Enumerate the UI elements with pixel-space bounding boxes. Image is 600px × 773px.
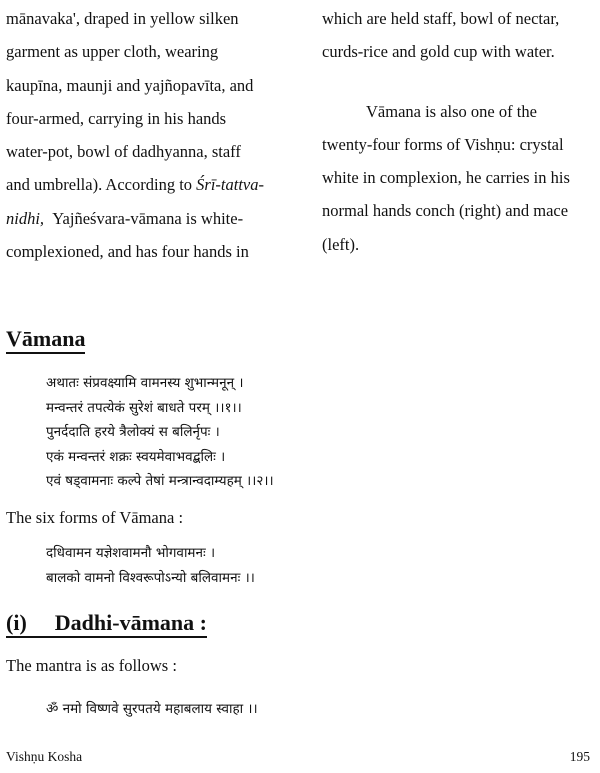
italic-title: nidhi, — [6, 208, 45, 228]
sanskrit-verse — [46, 541, 255, 590]
left-line: complexioned, and has four hands in — [6, 242, 249, 262]
mantra-intro-text: The mantra is as follows : — [6, 656, 177, 675]
verse-line: एवं षड्वामनाः कल्पे तेषां मन्त्रान्वदाम्यहम् ।।२।। — [46, 473, 274, 490]
page-number: 195 — [569, 749, 590, 764]
section-heading-dadhi-vamana: (i) Dadhi-vāmana : — [6, 610, 207, 636]
left-line: mānavaka', draped in yellow silken — [6, 9, 239, 28]
verse-line: बालको वामनो विश्वरूपोऽन्यो बलिवामनः ।। — [46, 569, 255, 586]
left-line: and umbrella). According to Śrī-tattva- — [6, 175, 264, 195]
right-line: which are held staff, bowl of nectar, — [322, 9, 560, 28]
sanskrit-verse — [46, 371, 274, 494]
sanskrit-mantra — [46, 697, 258, 722]
left-line: nidhi, Yajñeśvara-vāmana is white- — [6, 208, 244, 228]
left-column — [6, 2, 292, 268]
running-footer-title: Vishṇu Kosha — [6, 749, 83, 764]
left-line: kaupīna, maunji and yajñopavīta, and — [6, 75, 254, 95]
right-line: normal hands conch (right) and mace — [322, 201, 569, 221]
right-line: twenty-four forms of Vishṇu: crystal — [322, 134, 564, 154]
section-heading-vamana: Vāmana — [6, 326, 85, 352]
verse-line: मन्वन्तरं तपत्येकं सुरेशं बाधते परम् ।।१।। — [46, 399, 242, 416]
right-line: (left). — [322, 234, 360, 254]
left-line: water-pot, bowl of dadhyanna, staff — [6, 142, 241, 162]
left-line: garment as upper cloth, wearing — [6, 42, 219, 62]
left-line: four-armed, carrying in his hands — [6, 108, 227, 128]
right-line: Vāmana is also one of the — [366, 101, 537, 121]
verse-line: पुनर्ददाति हरये त्रैलोक्यं स बलिर्नृपः । — [46, 424, 220, 441]
verse-line: ॐ नमो विष्णवे सुरपतये महाबलाय स्वाहा ।। — [46, 701, 258, 717]
verse-line: दधिवामन यज्ञेशवामनौ भोगवामनः । — [46, 545, 216, 561]
right-column — [322, 2, 598, 261]
six-forms-text: The six forms of Vāmana : — [6, 508, 184, 527]
verse-line: अथातः संप्रवक्ष्यामि वामनस्य शुभान्मनून् । — [46, 375, 244, 391]
right-line: curds-rice and gold cup with water. — [322, 42, 555, 62]
right-line: white in complexion, he carries in his — [322, 168, 570, 188]
verse-line: एकं मन्वन्तरं शक्रः स्वयमेवाभवद्बलिः । — [46, 448, 226, 465]
italic-title: Śrī-tattva- — [196, 175, 264, 195]
